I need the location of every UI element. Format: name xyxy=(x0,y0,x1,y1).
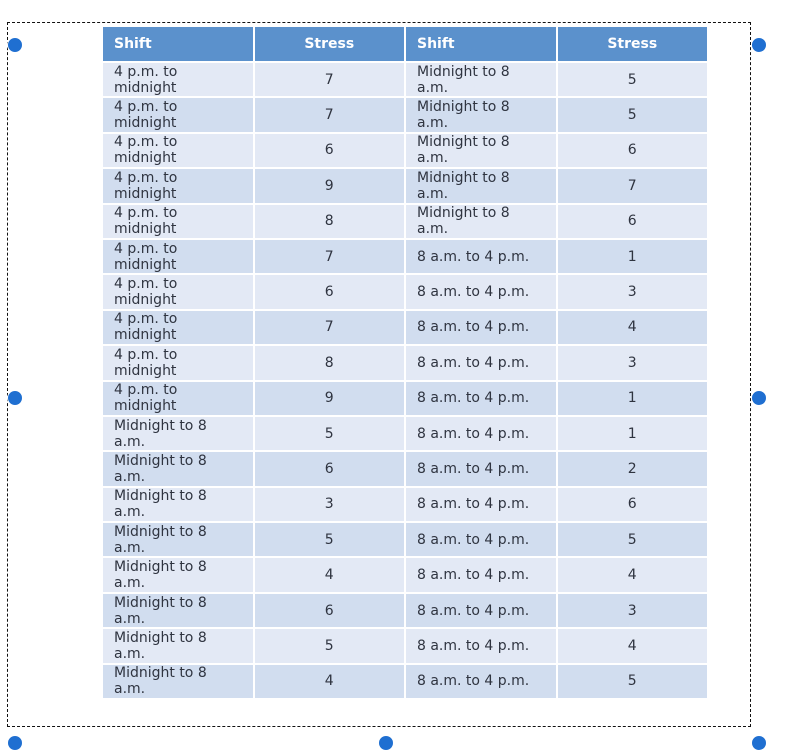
stress-cell: 6 xyxy=(558,134,707,167)
shift-cell: 4 p.m. to midnight xyxy=(103,382,253,415)
column-header-shift-2: Shift xyxy=(406,27,556,61)
stress-cell: 7 xyxy=(255,98,404,131)
shift-cell: Midnight to 8 a.m. xyxy=(103,594,253,627)
shift-cell: 8 a.m. to 4 p.m. xyxy=(406,452,556,485)
stress-cell: 4 xyxy=(558,558,707,591)
shift-cell: 4 p.m. to midnight xyxy=(103,169,253,202)
shift-cell: 8 a.m. to 4 p.m. xyxy=(406,558,556,591)
table-row xyxy=(103,134,707,167)
stress-cell: 4 xyxy=(558,311,707,344)
stress-cell: 3 xyxy=(558,594,707,627)
stress-cell: 1 xyxy=(558,382,707,415)
shift-cell: Midnight to 8 a.m. xyxy=(406,205,556,238)
shift-cell: 8 a.m. to 4 p.m. xyxy=(406,417,556,450)
table-body xyxy=(103,63,707,698)
stress-cell: 5 xyxy=(558,665,707,698)
stress-cell: 6 xyxy=(255,594,404,627)
stress-cell: 7 xyxy=(255,311,404,344)
stress-cell: 3 xyxy=(255,488,404,521)
stress-cell: 5 xyxy=(255,417,404,450)
shift-cell: 8 a.m. to 4 p.m. xyxy=(406,594,556,627)
shift-cell: Midnight to 8 a.m. xyxy=(406,98,556,131)
stress-cell: 5 xyxy=(255,629,404,662)
stress-cell: 8 xyxy=(255,346,404,379)
stress-cell: 5 xyxy=(558,63,707,96)
stress-cell: 1 xyxy=(558,417,707,450)
table-header-row xyxy=(103,27,707,61)
table-row xyxy=(103,169,707,202)
stress-cell: 9 xyxy=(255,169,404,202)
resize-handle-bottom-middle[interactable] xyxy=(378,735,394,751)
shift-cell: 4 p.m. to midnight xyxy=(103,205,253,238)
table-row xyxy=(103,594,707,627)
stress-cell: 6 xyxy=(558,205,707,238)
table-row xyxy=(103,629,707,662)
stress-cell: 7 xyxy=(255,240,404,273)
stress-cell: 3 xyxy=(558,346,707,379)
stress-cell: 4 xyxy=(255,558,404,591)
resize-handle-bottom-right[interactable] xyxy=(751,735,767,751)
resize-handle-top-left[interactable] xyxy=(7,37,23,53)
table-row xyxy=(103,488,707,521)
table-row xyxy=(103,558,707,591)
shift-cell: 4 p.m. to midnight xyxy=(103,311,253,344)
shift-cell: Midnight to 8 a.m. xyxy=(103,665,253,698)
table-row xyxy=(103,346,707,379)
shift-cell: 8 a.m. to 4 p.m. xyxy=(406,275,556,308)
resize-handle-top-right[interactable] xyxy=(751,37,767,53)
table-row xyxy=(103,382,707,415)
shift-cell: Midnight to 8 a.m. xyxy=(103,488,253,521)
stress-cell: 6 xyxy=(255,134,404,167)
stress-cell: 6 xyxy=(255,275,404,308)
shift-cell: 4 p.m. to midnight xyxy=(103,240,253,273)
table-row xyxy=(103,98,707,131)
table-row xyxy=(103,523,707,556)
shift-cell: Midnight to 8 a.m. xyxy=(103,629,253,662)
shift-cell: 4 p.m. to midnight xyxy=(103,134,253,167)
stress-cell: 6 xyxy=(255,452,404,485)
stress-cell: 5 xyxy=(558,523,707,556)
shift-cell: 8 a.m. to 4 p.m. xyxy=(406,629,556,662)
resize-handle-bottom-left[interactable] xyxy=(7,735,23,751)
stress-cell: 7 xyxy=(558,169,707,202)
shift-cell: 8 a.m. to 4 p.m. xyxy=(406,523,556,556)
shift-cell: Midnight to 8 a.m. xyxy=(103,452,253,485)
shift-cell: Midnight to 8 a.m. xyxy=(103,558,253,591)
table-row xyxy=(103,63,707,96)
shift-cell: 8 a.m. to 4 p.m. xyxy=(406,346,556,379)
shift-cell: 8 a.m. to 4 p.m. xyxy=(406,382,556,415)
resize-handle-middle-right[interactable] xyxy=(751,390,767,406)
stress-cell: 1 xyxy=(558,240,707,273)
stress-cell: 4 xyxy=(558,629,707,662)
table-row xyxy=(103,240,707,273)
column-header-shift-1: Shift xyxy=(103,27,253,61)
resize-handle-middle-left[interactable] xyxy=(7,390,23,406)
table-row xyxy=(103,665,707,698)
stress-cell: 2 xyxy=(558,452,707,485)
stress-cell: 7 xyxy=(255,63,404,96)
table-row xyxy=(103,205,707,238)
stress-cell: 8 xyxy=(255,205,404,238)
table-row xyxy=(103,417,707,450)
table-row xyxy=(103,311,707,344)
shift-cell: Midnight to 8 a.m. xyxy=(103,523,253,556)
shift-stress-table xyxy=(101,25,709,700)
shift-cell: 8 a.m. to 4 p.m. xyxy=(406,488,556,521)
stress-cell: 4 xyxy=(255,665,404,698)
stress-cell: 5 xyxy=(255,523,404,556)
shift-cell: 8 a.m. to 4 p.m. xyxy=(406,240,556,273)
shift-cell: 8 a.m. to 4 p.m. xyxy=(406,665,556,698)
shift-cell: Midnight to 8 a.m. xyxy=(103,417,253,450)
shift-cell: 4 p.m. to midnight xyxy=(103,98,253,131)
shift-cell: 8 a.m. to 4 p.m. xyxy=(406,311,556,344)
stress-cell: 3 xyxy=(558,275,707,308)
stress-cell: 6 xyxy=(558,488,707,521)
column-header-stress-1: Stress xyxy=(255,27,404,61)
column-header-stress-2: Stress xyxy=(558,27,707,61)
table-row xyxy=(103,275,707,308)
table-row xyxy=(103,452,707,485)
stress-cell: 5 xyxy=(558,98,707,131)
shift-cell: 4 p.m. to midnight xyxy=(103,275,253,308)
shift-cell: Midnight to 8 a.m. xyxy=(406,63,556,96)
shift-cell: Midnight to 8 a.m. xyxy=(406,169,556,202)
shift-cell: 4 p.m. to midnight xyxy=(103,63,253,96)
stress-cell: 9 xyxy=(255,382,404,415)
shift-cell: 4 p.m. to midnight xyxy=(103,346,253,379)
shift-cell: Midnight to 8 a.m. xyxy=(406,134,556,167)
